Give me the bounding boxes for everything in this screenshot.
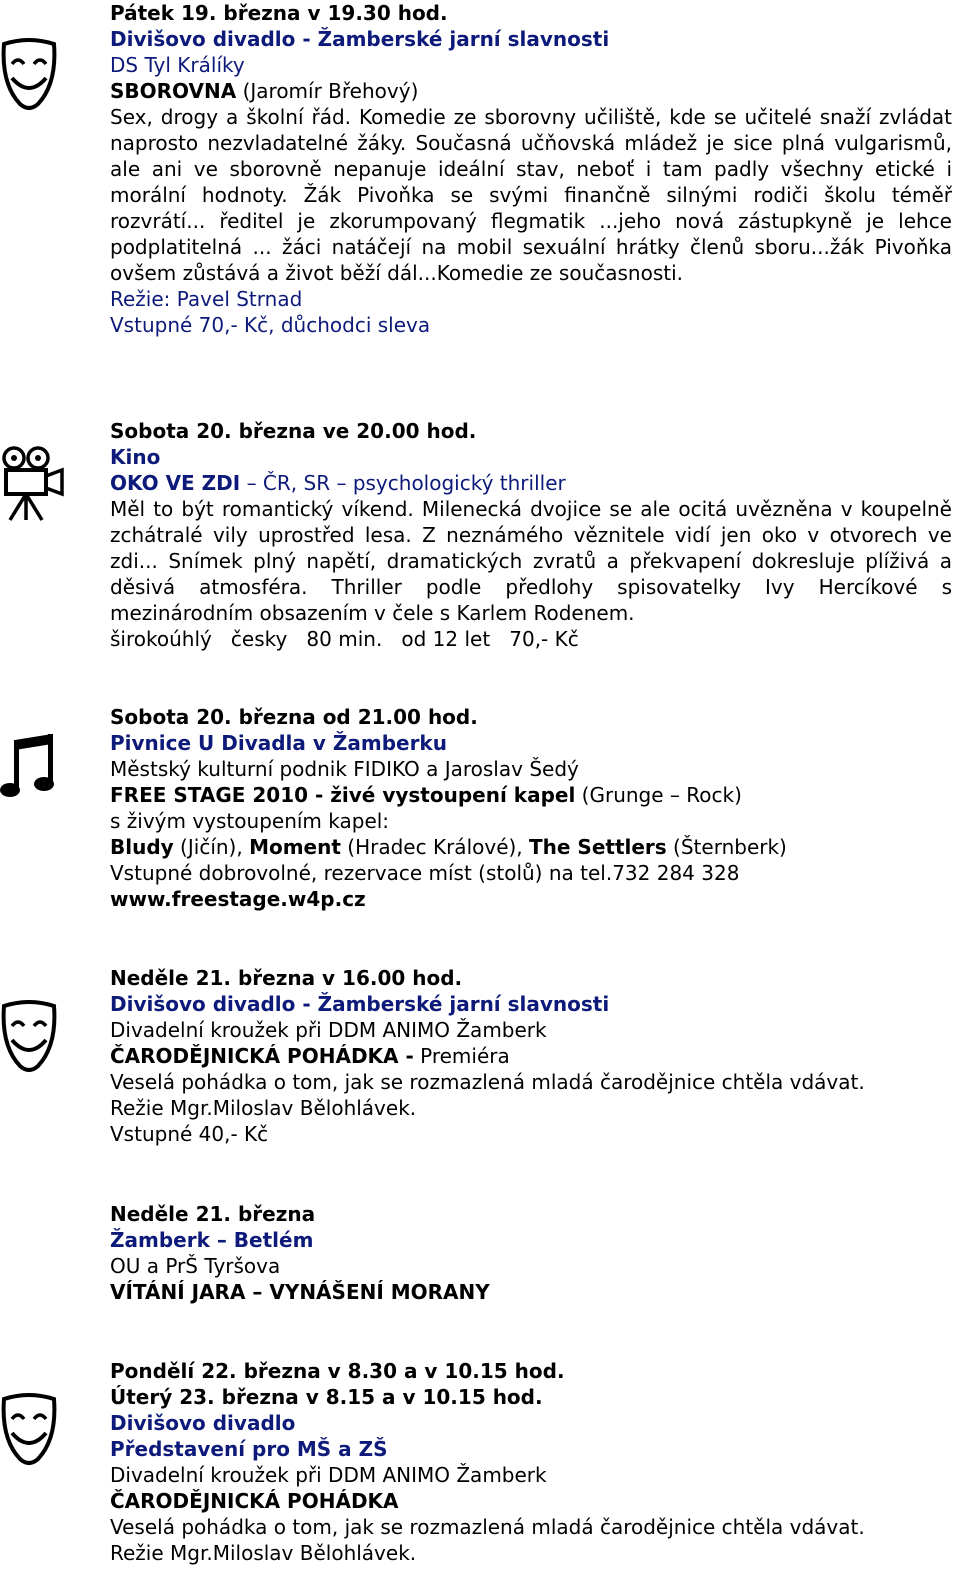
event-company: Divadelní kroužek při DDM ANIMO Žamberk xyxy=(110,1463,547,1487)
event-title: OKO VE ZDI xyxy=(110,471,241,495)
event-admission: Vstupné 40,- Kč xyxy=(110,1122,269,1146)
event-venue: Divišovo divadlo xyxy=(110,1411,296,1435)
band-name: Bludy xyxy=(110,835,174,859)
event-director: Režie Mgr.Miloslav Bělohlávek. xyxy=(110,1541,417,1565)
event-venue: Divišovo divadlo - Žamberské jarní slavnosti xyxy=(110,27,610,51)
event-date: Pondělí 22. března v 8.30 a v 10.15 hod. xyxy=(110,1359,565,1383)
event-organizer: OU a PrŠ Tyršova xyxy=(110,1254,281,1278)
event-line-intro: s živým vystoupením kapel: xyxy=(110,809,390,833)
event-admission: Vstupné 70,- Kč, důchodci sleva xyxy=(110,313,431,337)
event-description: Veselá pohádka o tom, jak se rozmazlená mladá čarodějnice chtěla vdávat. xyxy=(110,1515,865,1539)
event-title-line xyxy=(110,1043,952,1069)
theatre-mask-icon xyxy=(0,38,58,114)
theatre-mask-icon xyxy=(0,1393,58,1469)
event-director: Režie: Pavel Strnad xyxy=(110,287,303,311)
event-6 xyxy=(110,1358,952,1566)
event-admission: Vstupné dobrovolné, rezervace míst (stolů) na tel.732 284 328 xyxy=(110,861,740,885)
event-title-line xyxy=(110,470,952,496)
event-date: Sobota 20. března od 21.00 hod. xyxy=(110,705,478,729)
event-company: DS Tyl Králíky xyxy=(110,53,245,77)
event-title-note: (Grunge – Rock) xyxy=(575,783,742,807)
event-info: širokoúhlý česky 80 min. od 12 let 70,- Kč xyxy=(110,627,579,651)
film-camera-icon xyxy=(0,440,68,522)
event-title: FREE STAGE 2010 - živé vystoupení kapel xyxy=(110,783,576,807)
event-title: ČARODĚJNICKÁ POHÁDKA xyxy=(110,1489,399,1513)
event-subtitle: Představení pro MŠ a ZŠ xyxy=(110,1437,388,1461)
music-note-icon xyxy=(0,732,60,802)
event-company: Divadelní kroužek při DDM ANIMO Žamberk xyxy=(110,1018,547,1042)
event-venue: Žamberk – Betlém xyxy=(110,1228,314,1252)
event-title-line xyxy=(110,782,952,808)
band-name: Moment xyxy=(249,835,341,859)
event-web-link[interactable]: www.freestage.w4p.cz xyxy=(110,887,366,911)
event-date: Pátek 19. března v 19.30 hod. xyxy=(110,1,448,25)
event-director: Režie Mgr.Miloslav Bělohlávek. xyxy=(110,1096,417,1120)
event-2 xyxy=(110,418,952,652)
event-title-line xyxy=(110,78,952,104)
event-title-note: Premiéra xyxy=(413,1044,510,1068)
event-title: SBOROVNA xyxy=(110,79,237,103)
event-venue: Divišovo divadlo - Žamberské jarní slavnosti xyxy=(110,992,610,1016)
event-organizer: Městský kulturní podnik FIDIKO a Jaroslav Šedý xyxy=(110,757,579,781)
theatre-mask-icon xyxy=(0,1000,58,1076)
event-date: Neděle 21. března xyxy=(110,1202,316,1226)
band-origin: (Šternberk) xyxy=(666,835,787,859)
band-origin: (Jičín), xyxy=(173,835,250,859)
event-venue: Pivnice U Divadla v Žamberku xyxy=(110,731,447,755)
event-date: Neděle 21. března v 16.00 hod. xyxy=(110,966,463,990)
event-4 xyxy=(110,965,952,1147)
event-title-note: (Jaromír Břehový) xyxy=(236,79,419,103)
band-origin: (Hradec Králové), xyxy=(340,835,530,859)
band-name: The Settlers xyxy=(529,835,667,859)
event-3 xyxy=(110,704,952,912)
event-1 xyxy=(110,0,952,338)
event-venue: Kino xyxy=(110,445,161,469)
event-description: Měl to být romantický víkend. Milenecká dvojice se ale ocitá uvězněna v koupelně zchátralé vily uprostřed lesa. Z neznámého věznitele vidí jen oko v otvorech ve zdi... Snímek plný napětí, dramatických zvratů a překvapení dokresluje plíživá a děsivá atmosféra. Thriller podle předlohy spisovatelky Ivy Hercíkové s mezinárodním obsazením v čele s Karlem Rodenem. xyxy=(110,497,952,625)
event-5 xyxy=(110,1201,952,1305)
event-bands xyxy=(110,834,952,860)
event-date-2: Úterý 23. března v 8.15 a v 10.15 hod. xyxy=(110,1385,543,1409)
event-date: Sobota 20. března ve 20.00 hod. xyxy=(110,419,477,443)
event-description: Veselá pohádka o tom, jak se rozmazlená mladá čarodějnice chtěla vdávat. xyxy=(110,1070,865,1094)
event-title: ČARODĚJNICKÁ POHÁDKA - xyxy=(110,1044,414,1068)
event-title: VÍTÁNÍ JARA – VYNÁŠENÍ MORANY xyxy=(110,1280,490,1304)
event-description: Sex, drogy a školní řád. Komedie ze sborovny učiliště, kde se učitelé snaží zvládat naprosto nezvladatelné žáky. Současná učňovská mládež je sice plná vulgarismů, ale ani ve sborovně nepanuje ideální stav, neboť i tam padly všechny etické i morální hodnoty. Žák Pivoňka se svými finančně silnými rodiči školu téměř rozvrátí... ředitel je zkorumpovaný flegmatik ...jeho nová zástupkyně je lehce podplatitelná ... žáci natáčejí na mobil sexuální hrátky členů sboru...žák Pivoňka ovšem zůstává a život běží dál...Komedie ze současnosti. xyxy=(110,105,952,285)
event-title-note: – ČR, SR – psychologický thriller xyxy=(240,471,566,495)
